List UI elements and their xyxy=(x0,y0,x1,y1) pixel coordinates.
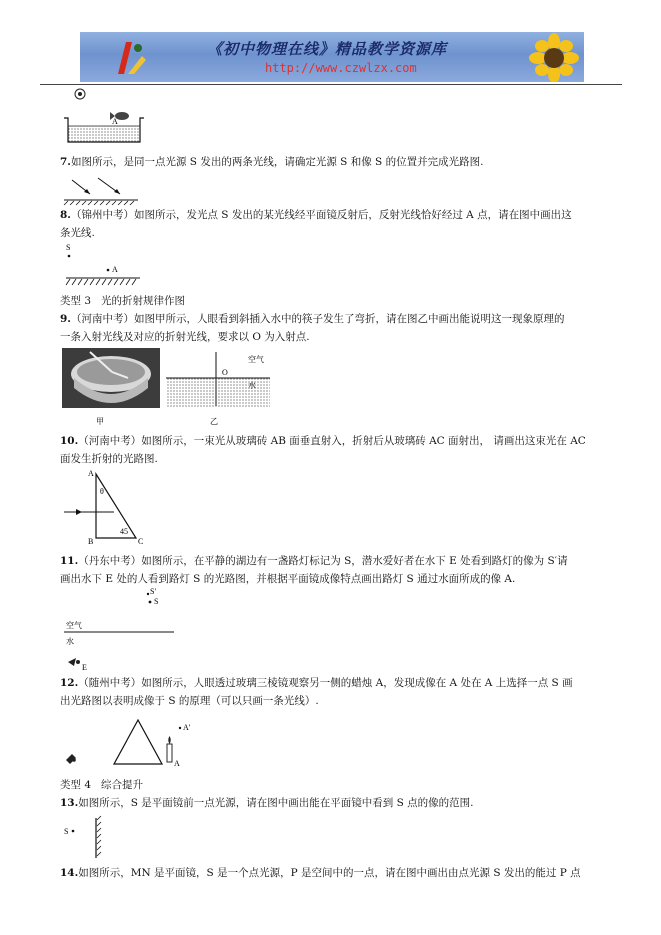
section-title: 综合提升 xyxy=(101,779,144,791)
question-number: 14. xyxy=(60,867,79,879)
sunflower-icon xyxy=(520,32,584,82)
question-12 xyxy=(60,674,573,692)
question-7 xyxy=(60,153,483,171)
q10-angle-label-1: θ xyxy=(100,487,104,496)
q9-label-water: 水 xyxy=(248,381,256,390)
light-source-point xyxy=(68,255,71,258)
q7-figure xyxy=(62,172,142,206)
section-type-4 xyxy=(60,776,143,794)
header-rule xyxy=(40,84,622,85)
question-text: （随州中考）如图所示，人眼透过玻璃三棱镜观察另一侧的蜡烛 A，发现成像在 A 处在 A 上选择一点 S 画 xyxy=(78,677,573,689)
q8-label-a: A xyxy=(112,265,118,274)
question-number: 13. xyxy=(60,797,79,809)
header-banner xyxy=(80,32,584,82)
q12-figure xyxy=(62,714,192,770)
eye-icon xyxy=(75,89,85,99)
question-text: （河南中考）如图甲所示，人眼看到斜插入水中的筷子发生了弯折，请在图乙中画出能说明这一现象原理的 xyxy=(70,313,565,325)
q10-label-b: B xyxy=(88,537,94,546)
q9-diagram-yi xyxy=(164,348,276,428)
q6-figure xyxy=(62,86,152,150)
section-label: 类型 4 xyxy=(60,779,92,791)
candle-icon xyxy=(167,736,172,762)
q6-label-a: A xyxy=(112,117,118,126)
question-number: 12. xyxy=(60,677,79,689)
q12-label-a: A xyxy=(174,759,180,768)
glass-triangular-prism xyxy=(114,720,162,764)
q13-label-s: S xyxy=(64,827,69,836)
site-title: 《初中物理在线》精品教学资源库 xyxy=(207,40,448,58)
q11-label-s: S xyxy=(154,597,159,606)
eye-icon xyxy=(66,754,76,764)
question-10-line-2: 面发生折射的光路图. xyxy=(60,453,158,465)
question-10 xyxy=(60,432,586,450)
q8-label-s: S xyxy=(66,243,71,252)
question-number: 9. xyxy=(60,313,71,325)
q11-label-air: 空气 xyxy=(66,621,82,630)
question-text: （河南中考）如图所示，一束光从玻璃砖 AB 面垂直射入，折射后从玻璃砖 AC 面射出， 请画出这束光在 AC xyxy=(78,435,586,447)
question-9-line-2: 一条入射光线及对应的折射光线，要求以 O 为入射点. xyxy=(60,331,310,343)
q9-label-yi: 乙 xyxy=(210,417,218,426)
q10-label-a: A xyxy=(88,469,94,478)
diver-eye-icon xyxy=(68,658,80,666)
q13-figure xyxy=(62,814,122,862)
question-text: （锦州中考）如图所示，发光点 S 发出的某光线经平面镜反射后，反射光线恰好经过 A 点，请在图中画出这 xyxy=(70,209,572,221)
q10-label-c: C xyxy=(138,537,144,546)
q9-label-air: 空气 xyxy=(248,355,264,364)
q11-label-water: 水 xyxy=(66,637,74,646)
question-11-line-2: 画出水下 E 处的人看到路灯 S 的光路图，并根据平面镜成像特点画出路灯 S 通过水面所成的像 A. xyxy=(60,573,516,585)
q11-figure xyxy=(62,586,182,674)
question-12-line-2: 出光路图以表明成像于 S 的原理（可以只画一条光线）. xyxy=(60,695,319,707)
site-url[interactable]: http://www.czwlzx.com xyxy=(265,61,417,75)
question-9 xyxy=(60,310,564,328)
q11-label-e: E xyxy=(82,663,87,672)
q9-label-o: O xyxy=(222,368,228,377)
question-14 xyxy=(60,864,581,882)
q12-label-aprime: A′ xyxy=(183,723,191,732)
question-11 xyxy=(60,552,568,570)
site-logo-icon xyxy=(110,36,150,78)
q9-label-jia: 甲 xyxy=(96,417,104,426)
question-number: 10. xyxy=(60,435,79,447)
question-number: 7. xyxy=(60,156,71,168)
question-13 xyxy=(60,794,474,812)
question-number: 11. xyxy=(60,555,79,567)
q9-photo-bowl xyxy=(62,348,162,428)
question-text: 如图所示，S 是平面镜前一点光源，请在图中画出能在平面镜中看到 S 点的像的范围. xyxy=(78,797,474,809)
q10-angle-label-2: 45 xyxy=(120,527,128,536)
section-type-3 xyxy=(60,292,185,310)
section-label: 类型 3 xyxy=(60,295,92,307)
question-number: 8. xyxy=(60,209,71,221)
light-source-point xyxy=(72,830,75,833)
question-text: 如图所示，MN 是平面镜，S 是一个点光源，P 是空间中的一点，请在图中画出由点光源 S 发出的能过 P 点 xyxy=(78,867,581,879)
glass-prism xyxy=(96,474,136,538)
question-text: 如图所示，是同一点光源 S 发出的两条光线，请确定光源 S 和像 S 的位置并完成光路图. xyxy=(70,156,484,168)
q11-label-sprime: S′ xyxy=(150,587,157,596)
question-8-line-2: 条光线. xyxy=(60,227,95,239)
q8-figure xyxy=(62,240,146,292)
q10-figure xyxy=(62,466,152,546)
question-text: （丹东中考）如图所示，在平静的湖边有一盏路灯标记为 S，潜水爱好者在水下 E 处看到路灯的像为 S′请 xyxy=(78,555,568,567)
question-8 xyxy=(60,206,572,224)
section-title: 光的折射规律作图 xyxy=(101,295,186,307)
